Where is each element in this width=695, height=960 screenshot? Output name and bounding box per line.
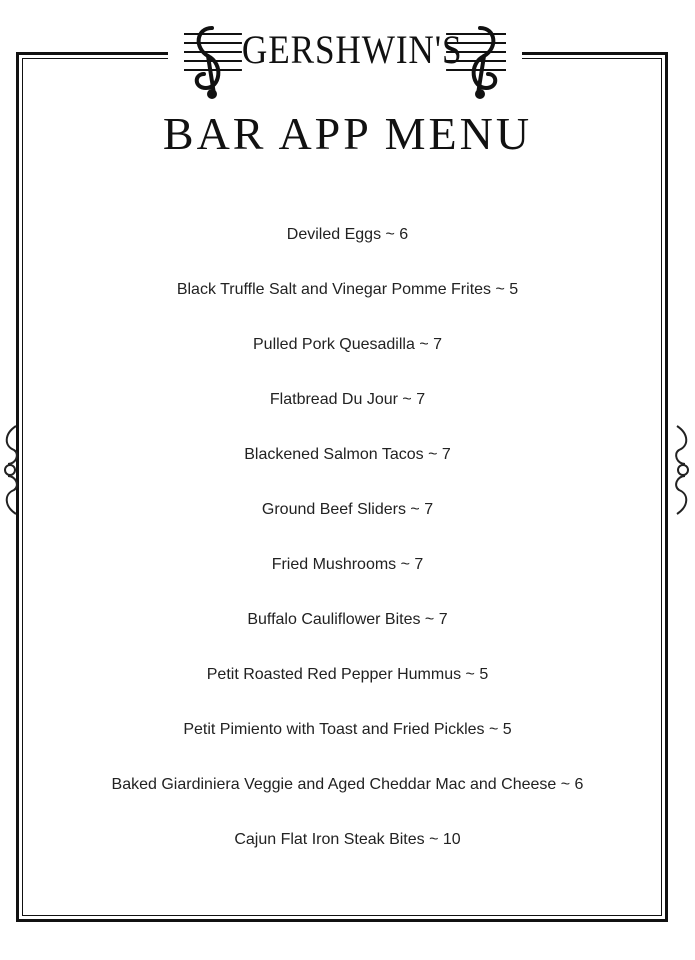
menu-item: Deviled Eggs ~ 6 bbox=[286, 226, 409, 243]
menu-item: Ground Beef Sliders ~ 7 bbox=[261, 501, 434, 518]
menu-list bbox=[0, 222, 695, 882]
menu-item: Black Truffle Salt and Vinegar Pomme Frites ~ 5 bbox=[176, 281, 519, 298]
treble-clef-icon bbox=[197, 28, 219, 97]
menu-item: Flatbread Du Jour ~ 7 bbox=[269, 391, 426, 408]
menu-item: Petit Pimiento with Toast and Fried Pickles ~ 5 bbox=[183, 721, 512, 738]
menu-item: Blackened Salmon Tacos ~ 7 bbox=[244, 446, 451, 463]
menu-item: Buffalo Cauliflower Bites ~ 7 bbox=[247, 611, 448, 628]
menu-item: Baked Giardiniera Veggie and Aged Cheddar Mac and Cheese ~ 6 bbox=[111, 776, 584, 793]
brand-name: GERSHWIN'S bbox=[241, 27, 463, 72]
page-title: BAR APP MENU bbox=[162, 108, 533, 159]
menu-item: Fried Mushrooms ~ 7 bbox=[271, 556, 424, 573]
menu-item: Petit Roasted Red Pepper Hummus ~ 5 bbox=[206, 666, 489, 683]
treble-clef-icon bbox=[474, 28, 496, 97]
menu-item: Pulled Pork Quesadilla ~ 7 bbox=[253, 336, 442, 353]
menu-item: Cajun Flat Iron Steak Bites ~ 10 bbox=[234, 831, 461, 848]
